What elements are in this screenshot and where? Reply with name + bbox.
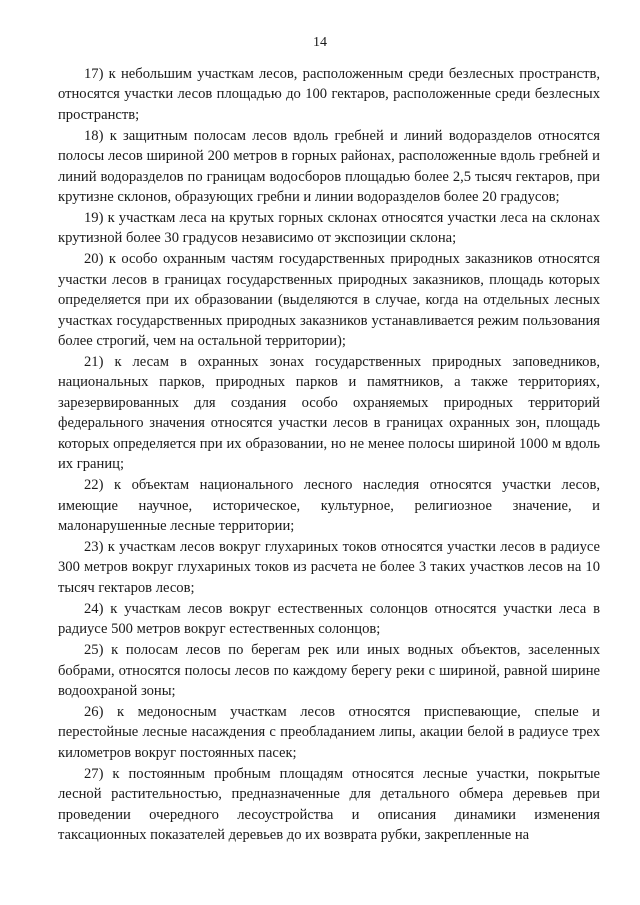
- paragraph-item-19: 19) к участкам леса на крутых горных склонах относятся участки леса на склонах крутизной более 30 градусов независимо от экспозиции склона;: [58, 210, 600, 247]
- paragraph-item-23: 23) к участкам лесов вокруг глухариных токов относятся участки лесов в радиусе 300 метров вокруг глухариных токов из расчета не более 3 таких участков лесов на 10 тысяч гектаров лесов;: [58, 538, 600, 596]
- paragraph-item-26: 26) к медоносным участкам лесов относятся приспевающие, спелые и перестойные лесные насаждения с преобладанием липы, акации белой в радиусе трех километров вокруг постоянных пасек;: [58, 703, 600, 761]
- paragraph-item-25: 25) к полосам лесов по берегам рек или иных водных объектов, заселенных бобрами, относятся полосы лесов по каждому берегу реки с шириной, равной ширине водоохраной зоны;: [58, 642, 600, 699]
- paragraph-item-21: 21) к лесам в охранных зонах государственных природных заповедников, национальных парков, природных парков и памятников, а также территориях, зарезервированных для создания особо охраняемых природных территорий федерального значения относятся участки лесов в границах охранных зон, площадь которых определяется при их образовании, но не менее полосы шириной 1000 м вдоль их границ;: [58, 354, 600, 473]
- page-number: 14: [313, 35, 327, 50]
- paragraph-item-27: 27) к постоянным пробным площадям относятся лесные участки, покрытые лесной растительностью, предназначенные для детального обмера деревьев при проведении очередного лесоустройства и описания динамики изменения таксационных показателей деревьев до их возврата рубки, закрепленные на: [58, 765, 600, 843]
- paragraph-item-18: 18) к защитным полосам лесов вдоль гребней и линий водоразделов относятся полосы лесов шириной 200 метров в горных районах, расположенные вдоль гребней и линий водоразделов по границам водосборов площадью более 2,5 тысяч гектаров, при крутизне склонов, образующих гребни и линии водоразделов более 20 градусов;: [58, 127, 600, 206]
- paragraph-item-24: 24) к участкам лесов вокруг естественных солонцов относятся участки леса в радиусе 500 метров вокруг естественных солонцов;: [58, 600, 600, 638]
- document-body: [58, 64, 600, 846]
- paragraph-item-22: 22) к объектам национального лесного наследия относятся участки лесов, имеющие научное, историческое, культурное, религиозное значение, и малонарушенные лесные территории;: [58, 477, 600, 534]
- paragraph-item-20: 20) к особо охранным частям государственных природных заказников относятся участки лесов в границах государственных природных заказников, площадь которых определяется при их образовании (выделяются в случае, когда на отдельных лесных участках государственных природных заказников устанавливается режим пользования более строгий, чем на остальной территории);: [58, 251, 600, 350]
- paragraph-item-17: 17) к небольшим участкам лесов, расположенным среди безлесных пространств, относятся участки лесов площадью до 100 гектаров, расположенные среди безлесных пространств;: [58, 66, 600, 123]
